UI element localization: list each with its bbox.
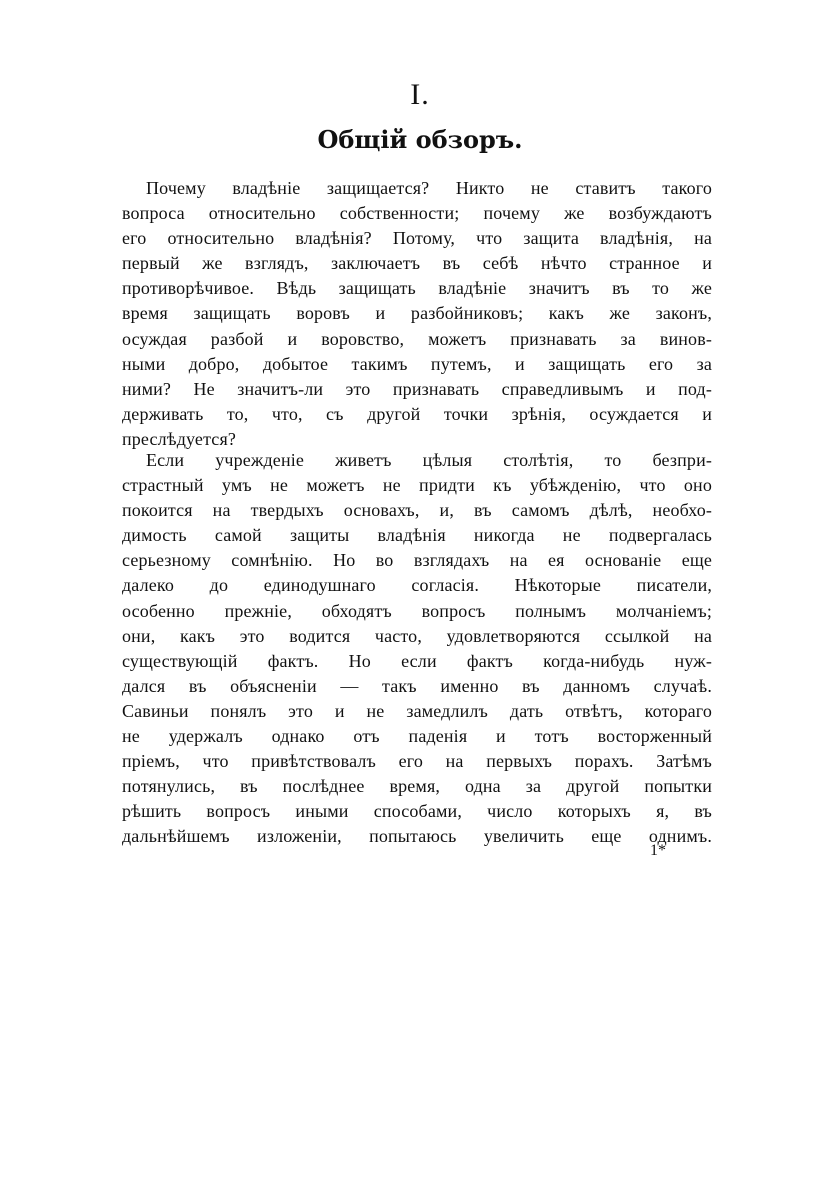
text-line: осуждая разбой и воровство, можетъ признавать за винов- [122, 328, 712, 349]
text-line: покоится на твердыхъ основахъ, и, въ самомъ дѣлѣ, необхо- [122, 500, 712, 521]
text-line: Почему владѣніе защищается? Никто не ставитъ такого [146, 178, 712, 198]
text-line: дался въ объясненіи — такъ именно въ данномъ случаѣ. [122, 675, 712, 696]
text-line: рѣшить вопросъ иными способами, число которыхъ я, въ [122, 801, 712, 822]
text-line: время защищать воровъ и разбойниковъ; какъ же законъ, [122, 303, 712, 324]
text-line: первый же взглядъ, заключаетъ въ себѣ нѣчто странное и [122, 253, 712, 274]
text-line: преслѣдуется? [122, 428, 237, 449]
text-line: Если учрежденіе живетъ цѣлыя столѣтія, то безпри- [146, 450, 712, 470]
text-line: они, какъ это водится часто, удовлетворяются ссылкой на [122, 625, 712, 646]
text-line: особенно прежніе, обходятъ вопросъ полнымъ молчаніемъ; [122, 600, 712, 621]
text-line: потянулись, въ послѣднее время, одна за другой попытки [122, 776, 712, 797]
paragraph-1 [122, 176, 712, 452]
signature-mark: 1* [650, 842, 666, 859]
text-line: пріемъ, что привѣтствовалъ его на первыхъ порахъ. Затѣмъ [122, 751, 712, 772]
chapter-title: Общій обзоръ. [317, 125, 523, 154]
text-line: ними? Не значитъ-ли это признавать справедливымъ и под- [122, 378, 712, 399]
text-line: страстный умъ не можетъ не придти къ убѣжденію, что оно [122, 475, 712, 496]
text-line: существующій фактъ. Но если фактъ когда-нибудь нуж- [122, 650, 712, 671]
paragraph-2 [122, 448, 712, 850]
text-line: его относительно владѣнія? Потому, что защита владѣнія, на [122, 228, 712, 249]
text-line: Савиньи понялъ это и не замедлилъ дать отвѣтъ, котораго [122, 700, 712, 721]
text-line: далеко до единодушнаго согласія. Нѣкоторые писатели, [122, 575, 712, 596]
text-line: димость самой защиты владѣнія никогда не подвергалась [122, 525, 712, 546]
text-line: серьезному сомнѣнію. Но во взглядахъ на ея основаніе еще [122, 550, 712, 571]
text-line: дальнѣйшемъ изложеніи, попытаюсь увеличить еще однимъ. [122, 826, 712, 847]
chapter-number: I. [410, 78, 430, 111]
text-line: держивать то, что, съ другой точки зрѣнія, осуждается и [122, 403, 712, 424]
text-line: противорѣчивое. Вѣдь защищать владѣніе значитъ въ то же [122, 278, 712, 299]
text-line: ными добро, добытое такимъ путемъ, и защищать его за [122, 353, 712, 374]
text-line: вопроса относительно собственности; почему же возбуждаютъ [122, 203, 712, 224]
text-line: не удержалъ однако отъ паденія и тотъ восторженный [122, 726, 712, 747]
